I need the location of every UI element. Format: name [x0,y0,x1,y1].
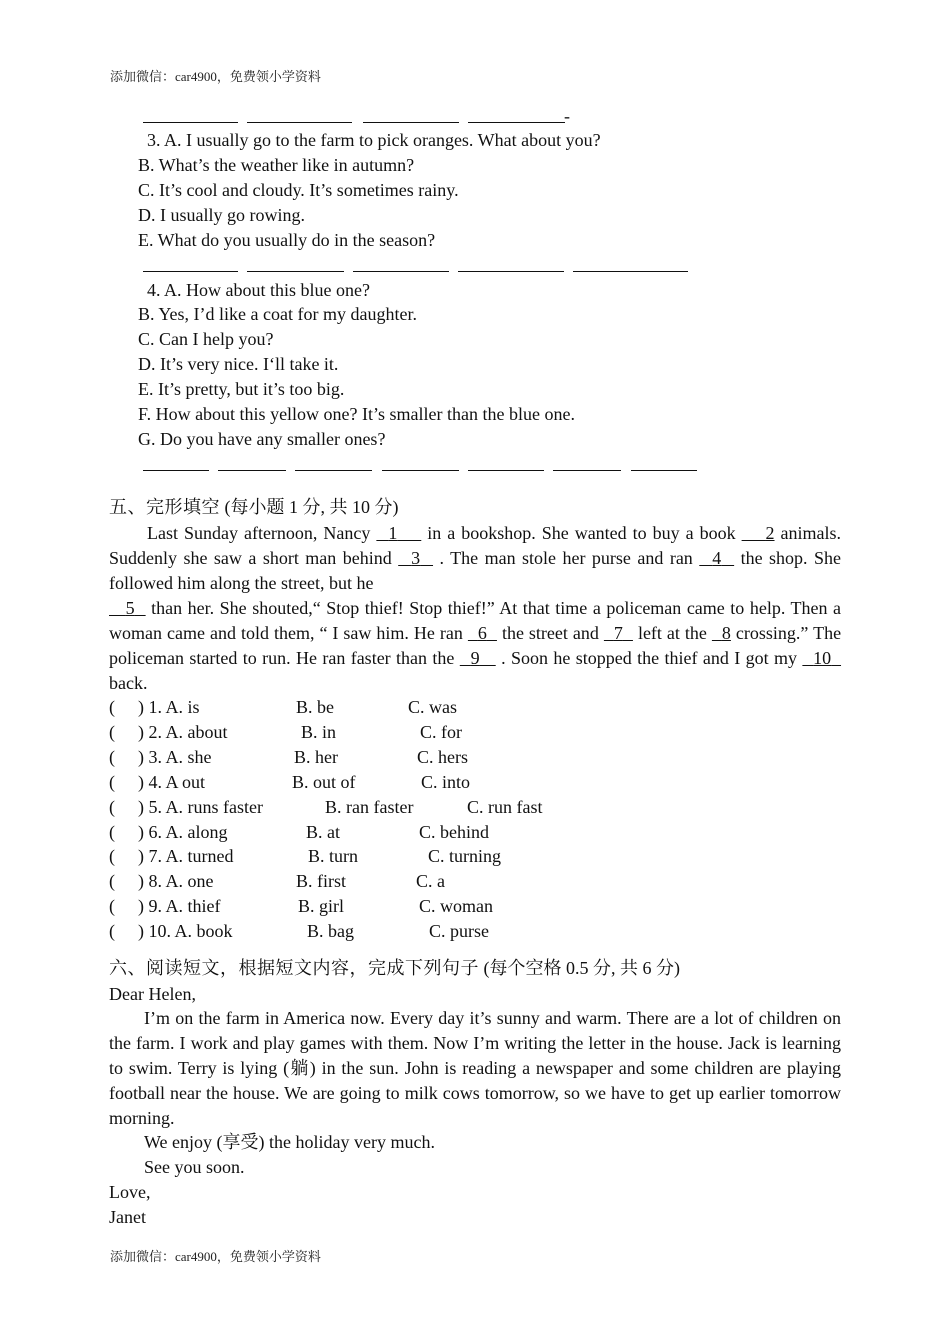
option-b: B. first [296,871,347,892]
q4-line-a: 4. A. How about this blue one? [147,280,370,300]
option-question: ) 1. A. is [138,697,200,717]
q4-line-f: F. How about this yellow one? It’s smaller than the blue one. [138,404,575,424]
option-question: ) 8. A. one [138,871,214,892]
option-b: B. bag [307,921,354,942]
option-c: C. purse [429,921,489,942]
section6-heading [109,956,680,980]
option-question: ) 9. A. thief [138,896,221,917]
option-c: C. behind [419,821,489,842]
section6-title: 六、阅读短文，根据短文内容，完成下列句子 [109,958,479,978]
q4-line-d: D. It’s very nice. I‘ll take it. [138,354,339,374]
option-question: ) 2. A. about [138,721,228,742]
answer-bracket[interactable]: ( [109,697,115,717]
option-b: B. girl [298,896,345,917]
option-b: B. out of [292,771,356,792]
blank-dash: - [564,106,570,126]
cloze-blank-1: 1 [388,523,398,543]
cloze-blank-4: 4 [712,548,722,568]
option-b: B. ran faster [325,796,414,817]
option-c: C. was [408,697,457,717]
answer-bracket[interactable]: ( [109,896,115,917]
option-question: ) 5. A. runs faster [138,796,263,817]
cloze-blank-10: 10 [813,648,832,668]
section5-heading [109,495,399,519]
q4-line-g: G. Do you have any smaller ones? [138,429,386,449]
option-c: C. turning [428,846,502,867]
q4-line-e: E. It’s pretty, but it’s too big. [138,379,345,399]
cloze-blank-7: 7 [613,623,623,643]
option-c: C. run fast [467,796,543,817]
q3-line-e: E. What do you usually do in the season? [138,230,436,250]
option-b: B. her [294,746,338,767]
cloze-blank-2: 2 [765,523,775,543]
q3-line-a: 3. A. I usually go to the farm to pick oranges. What about you? [147,130,601,150]
cloze-blank-8: 8 [721,623,731,643]
letter-enjoy: We enjoy (享受) the holiday very much. [144,1132,435,1152]
option-question: ) 7. A. turned [138,846,234,867]
option-b: B. be [296,697,334,717]
q3-line-c: C. It’s cool and cloudy. It’s sometimes rainy. [138,180,459,200]
cloze-blank-5: 5 [125,598,135,618]
letter-sign: Janet [109,1207,146,1227]
option-question: ) 10. A. book [138,921,233,942]
answer-bracket[interactable]: ( [109,721,115,742]
option-c: C. into [421,771,471,792]
q3-line-b: B. What’s the weather like in autumn? [138,155,415,175]
answer-bracket[interactable]: ( [109,771,115,792]
footer-watermark: 添加微信：car4900，免费领小学资料 [110,1249,321,1264]
letter-see: See you soon. [144,1157,245,1177]
q3-line-d: D. I usually go rowing. [138,205,305,225]
option-b: B. at [306,821,340,842]
q4-line-c: C. Can I help you? [138,329,274,349]
option-c: C. a [416,871,445,892]
letter-greeting: Dear Helen, [109,984,196,1004]
option-c: C. hers [417,746,468,767]
answer-bracket[interactable]: ( [109,821,115,842]
cloze-blank-3: 3 [411,548,421,568]
option-question: ) 3. A. she [138,746,212,767]
option-question: ) 4. A out [138,771,206,792]
q4-line-b: B. Yes, I’d like a coat for my daughter. [138,304,417,324]
answer-bracket[interactable]: ( [109,871,115,892]
header-watermark: 添加微信：car4900，免费领小学资料 [110,69,321,84]
option-c: C. woman [419,896,493,917]
option-c: C. for [420,721,462,742]
letter-love: Love, [109,1182,151,1202]
answer-bracket[interactable]: ( [109,846,115,867]
cloze-blank-6: 6 [477,623,487,643]
answer-bracket[interactable]: ( [109,796,115,817]
cloze-blank-9: 9 [470,648,480,668]
cloze-passage: Last Sunday afternoon, Nancy 1 in a bookshop. She wanted to buy a book 2 animals. Suddenly she saw a short man behind 3 . The man stole her purse and ran 4 the shop. She followed him along the street, but he 5 than her. She shouted,“ Stop thief! Stop thief!” At that time a policeman came to help. Then a woman came and told them, “ I saw him. He ran 6 the street and 7 left at the 8 crossing.” The policeman started to run. He ran faster than the 9 . Soon he stopped the thief and I got my 10 back. [109,523,842,693]
letter-body: I’m on the farm in America now. Every day it’s sunny and warm. There are a lot of children on the farm. I work and play games with them. Now I’m writing the letter in the house. Jack is learning to swim. Terry is lying (躺) in the sun. John is reading a newspaper and some children are playing football near the house. We are going to milk cows tomorrow, so we have to get up earlier tomorrow morning. [109,1008,841,1128]
option-b: B. in [301,721,337,742]
answer-bracket[interactable]: ( [109,921,115,942]
option-b: B. turn [308,846,359,867]
section5-title: 五、完形填空 [109,497,220,517]
option-question: ) 6. A. along [138,821,228,842]
section6-score: (每个空格 0.5 分, 共 6 分) [479,958,680,978]
section5-score: (每小题 1 分, 共 10 分) [220,497,399,517]
answer-bracket[interactable]: ( [109,746,115,767]
